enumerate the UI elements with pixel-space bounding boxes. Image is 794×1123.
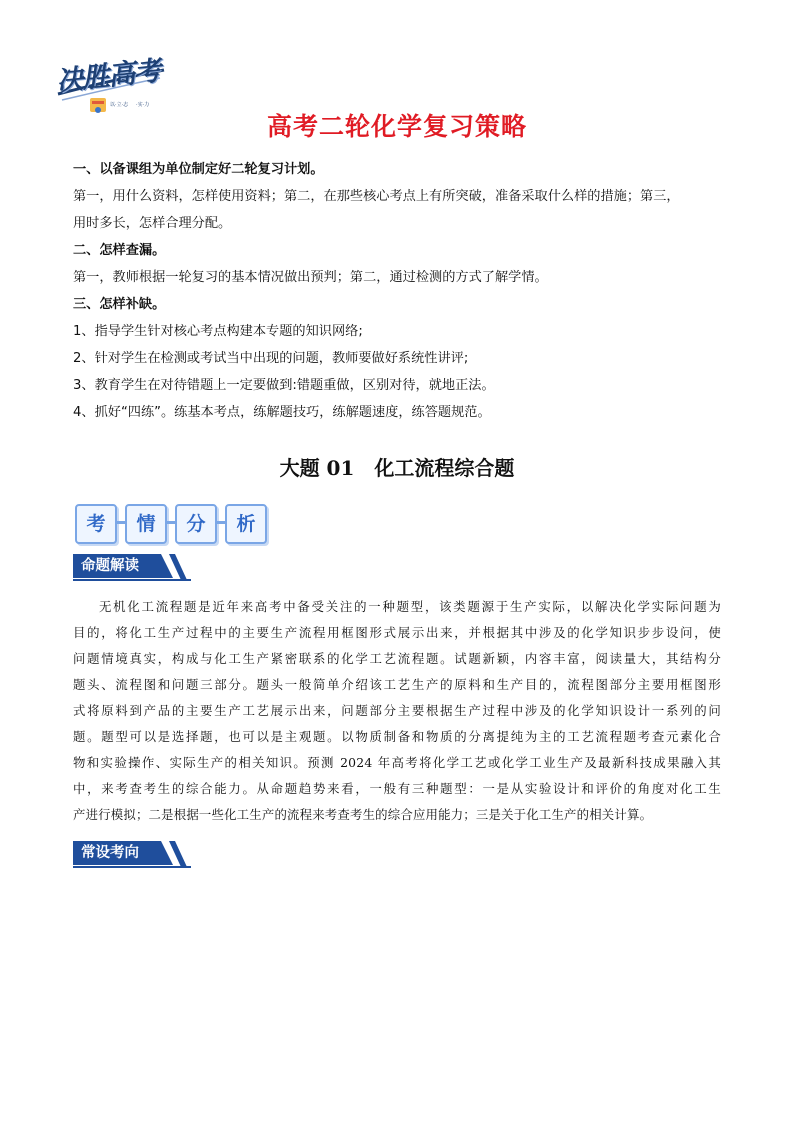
section-3-item: 1、指导学生针对核心考点构建本专题的知识网络; [73,324,363,339]
section-3-item: 2、针对学生在检测或考试当中出现的问题，教师要做好系统性讲评; [73,351,469,366]
paragraph-line: 物和实验操作、实际生产的相关知识。预测 2024 年高考将化学工艺或化学工业生产及最新科技成果融入其 [73,755,721,770]
banner-slant-icon [167,841,187,867]
tag-fen: 分 [175,504,217,544]
banner-directions [73,841,191,867]
section-1-body-line-1: 第一，用什么资料，怎样使用资料；第二，在那些核心考点上有所突破，准备采取什么样的措施；第三， [73,189,680,204]
interpretation-paragraph [73,594,721,828]
paragraph-line: 题。题型可以是选择题，也可以是主观题。以物质制备和物质的分离提纯为主的工艺流程题考查元素化合 [73,729,721,744]
section-1-body-line-2: 用时多长，怎样合理分配。 [73,216,232,231]
analysis-tag-row [75,500,265,544]
tag-xi: 析 [225,504,267,544]
section-3-heading: 三、怎样补缺。 [73,297,166,312]
tag-kao: 考 [75,504,117,544]
section-3-item: 3、教育学生在对待错题上一定要做到:错题重做，区别对待，就地正法。 [73,378,495,393]
logo-text: 决胜高考 [54,55,162,98]
paragraph-line: 目的，将化工生产过程中的主要生产流程用框图形式展示出来，并根据其中涉及的化学知识步步设问，使 [73,625,721,640]
banner-underline [73,866,191,868]
section-1-heading: 一、以备课组为单位制定好二轮复习计划。 [73,162,324,177]
banner-underline [73,579,191,581]
paragraph-line: 无机化工流程题是近年来高考中备受关注的一种题型，该类题源于生产实际，以解决化学实际问题为 [99,599,721,614]
svg-text:·实·力: ·实·力 [136,102,150,108]
paragraph-line: 产进行模拟；二是根据一些化工生产的流程来考查考生的综合应用能力；三是关于化工生产的相关计算。 [73,807,653,822]
banner-slant-icon [167,554,187,580]
banner-interpretation [73,554,191,580]
svg-text:以·立·志: 以·立·志 [110,102,129,108]
section-2-heading: 二、怎样查漏。 [73,243,166,258]
paragraph-line: 式将原料到产品的主要生产工艺展示出来，问题部分主要根据生产过程中涉及的化学知识设计一系列的问 [73,703,721,718]
banner-label: 命题解读 [81,558,139,574]
page-title: 高考二轮化学复习策略 [266,112,527,141]
paragraph-line: 中，来考查考生的综合能力。从命题趋势来看，一般有三种题型：一是从实验设计和评价的角度对化工生 [73,781,721,796]
paragraph-line: 题头、流程图和问题三部分。题头一般简单介绍该工艺生产的原料和生产目的，流程图部分主要用框图形 [73,677,721,692]
section-3-item: 4、抓好“四练”。练基本考点，练解题技巧，练解题速度，练答题规范。 [73,405,491,420]
paragraph-line: 问题情境真实，构成与化工生产紧密联系的化学工艺流程题。试题新颖，内容丰富，阅读量大，其结构分 [73,651,721,666]
tag-qing: 情 [125,504,167,544]
banner-label: 常设考向 [81,845,139,861]
section-2-body: 第一，教师根据一轮复习的基本情况做出预判；第二，通过检测的方式了解学情。 [73,270,548,285]
topic-title: 大题 01 化工流程综合题 [279,456,515,480]
plan-section [73,160,723,423]
